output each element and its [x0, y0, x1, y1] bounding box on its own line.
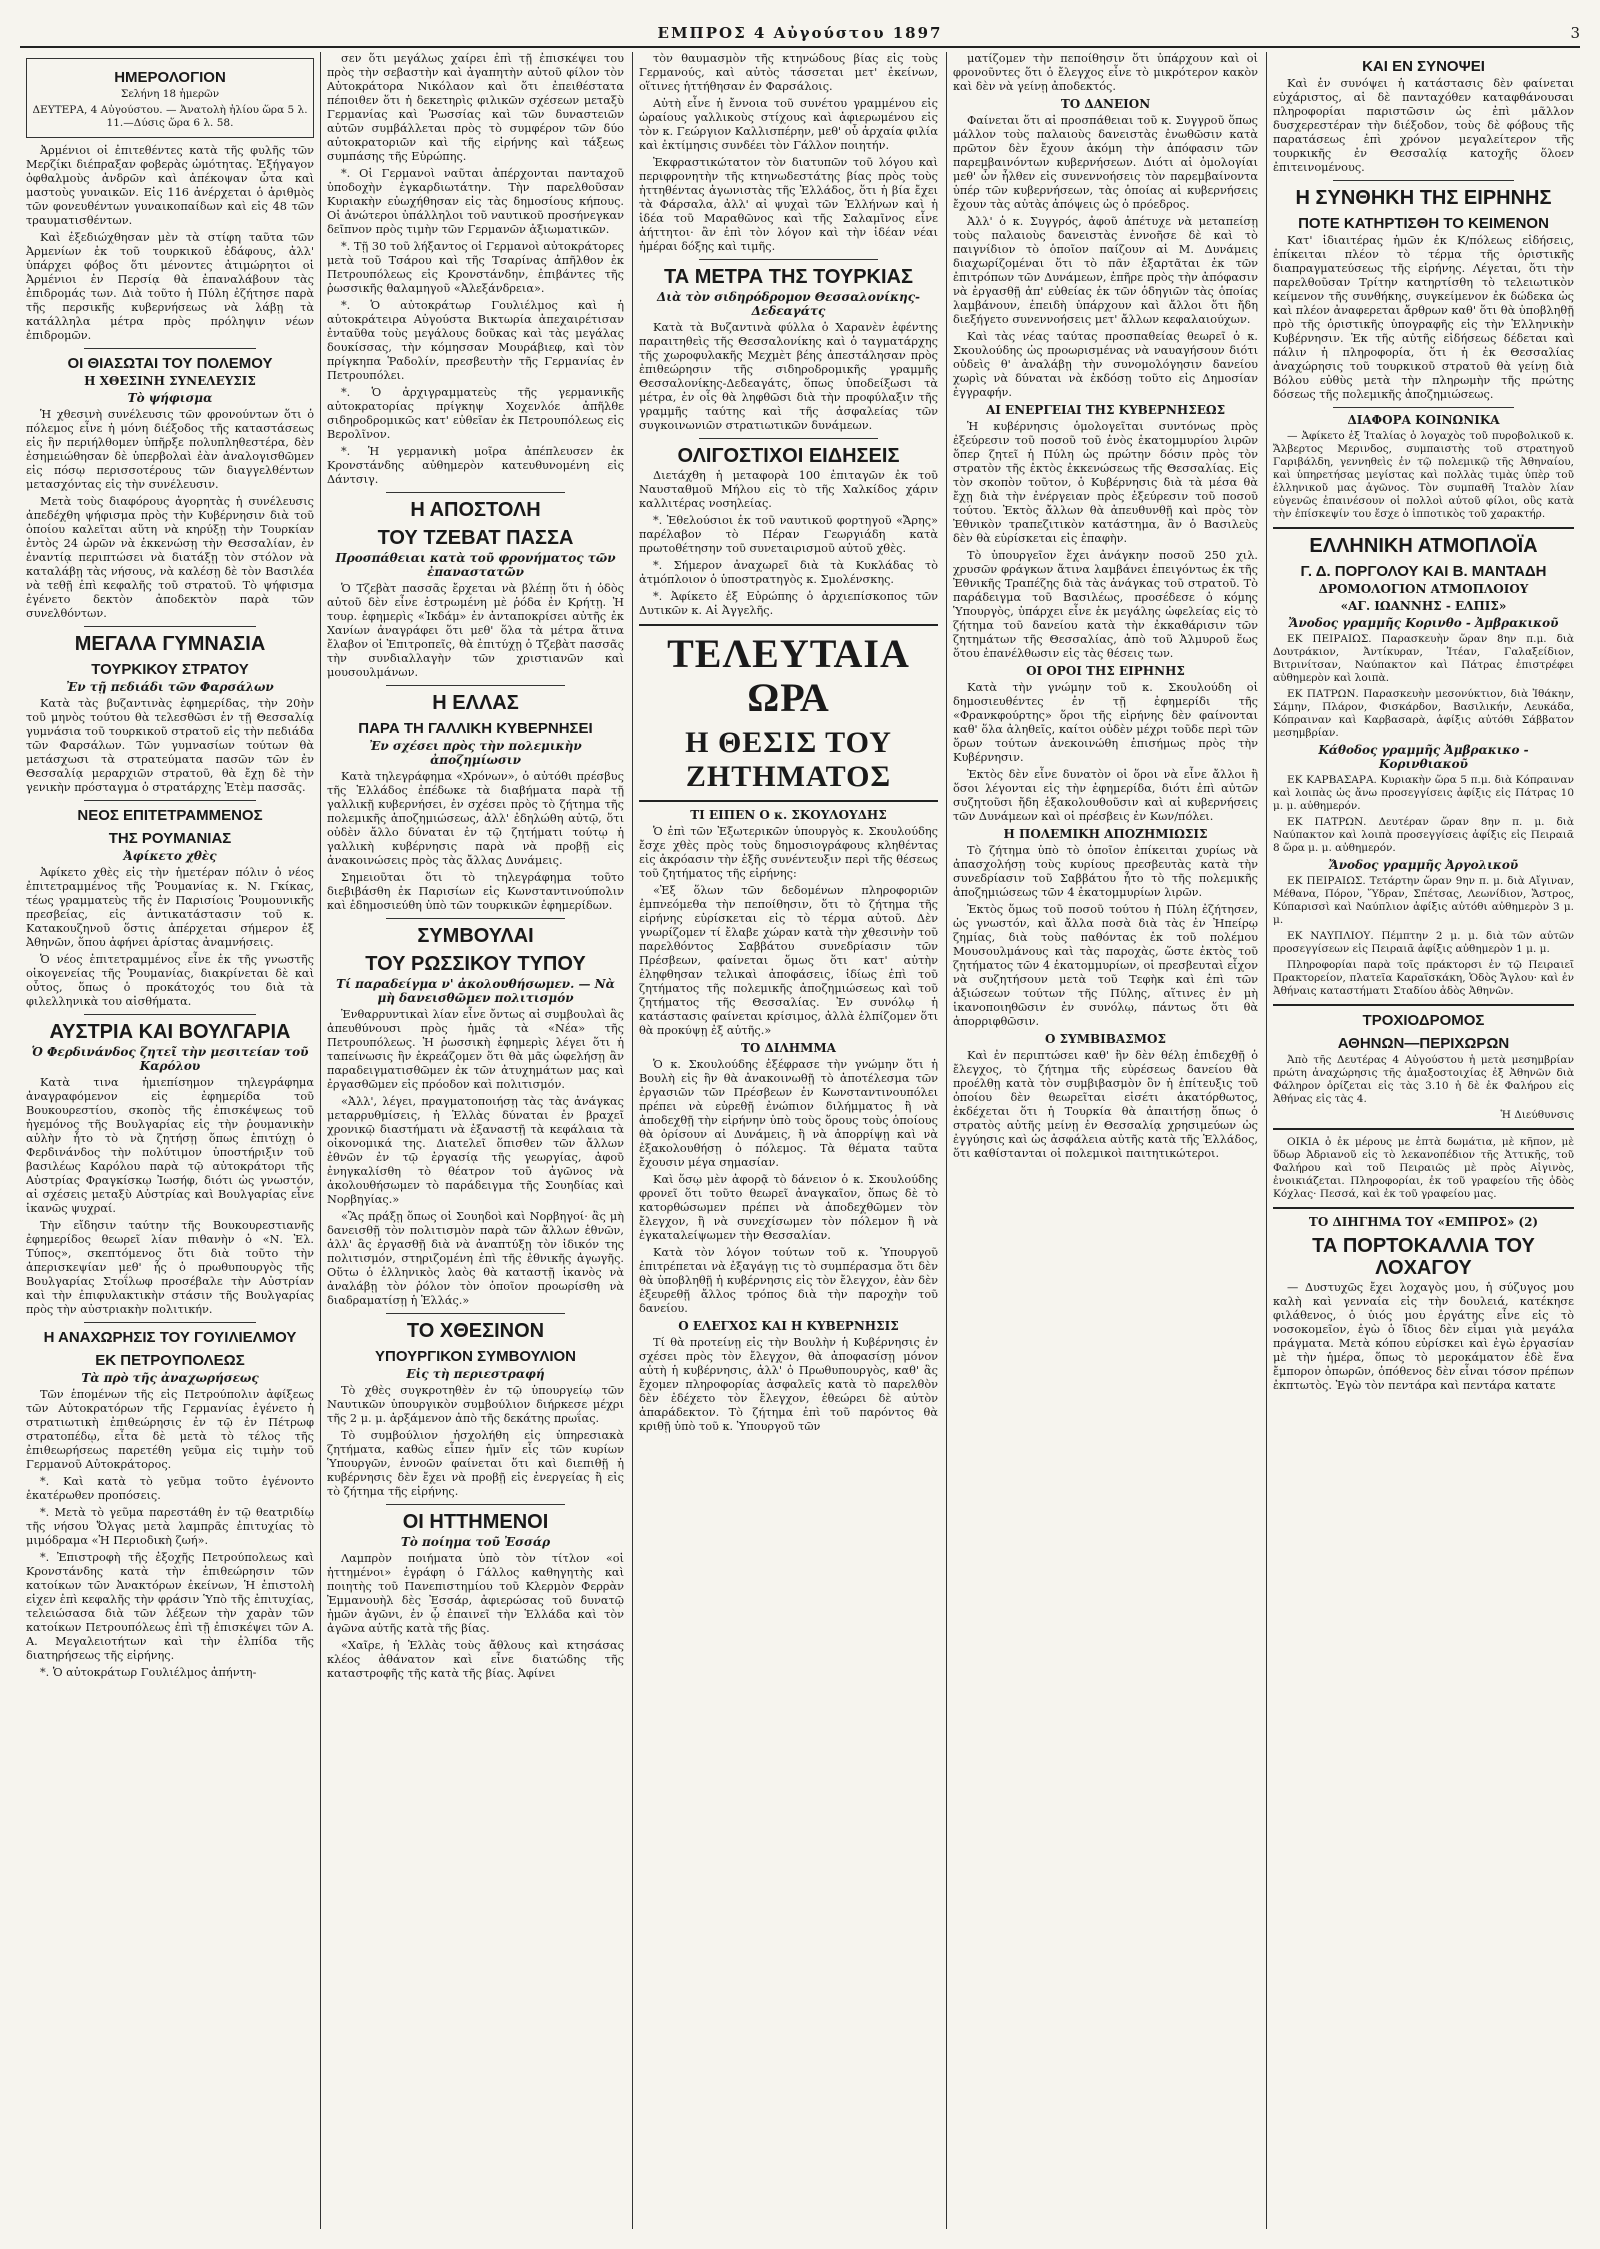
- article-paragraph: Κατὰ τὰ Βυζαντινὰ φύλλα ὁ Χαρανὲν ἐφέντης παραιτηθεὶς τῆς Θεσσαλονίκης καὶ ὁ ταγματάρχης τῆς χωροφυλακῆς Μεχμὲτ βέης ἀπεστάλησαν πρὸς ἐπιθεώρησιν τῆς σιδηροδρομικῆς γραμμῆς Θεσσαλονίκης-Δεδεαγάτς, ὅπως ὑποδείξωσι τὰ μέτρα, ἐν οἷς θὰ ληφθῶσι διὰ τὴν προφύλαξιν τῆς γραμμῆς ταύτης καὶ τῆς ἀσφαλείας τῶν συγκοινωνιῶν στρατιωτικῶν δυνάμεων.: [639, 321, 938, 432]
- headline-line2: ΑΘΗΝΩΝ—ΠΕΡΙΧΩΡΩΝ: [1337, 1035, 1510, 1052]
- kicker: Ἐν σχέσει πρὸς τὴν πολεμικὴν ἀποζημίωσιν: [369, 739, 582, 767]
- kicker: Ἐν τῇ πεδιάδι τῶν Φαρσάλων: [66, 680, 274, 694]
- headline: ΤΑ ΜΕΤΡΑ ΤΗΣ ΤΟΥΡΚΙΑΣ: [663, 266, 913, 288]
- article-paragraph: σεν ὅτι μεγάλως χαίρει ἐπὶ τῇ ἐπισκέψει του πρὸς τὴν σεβαστὴν καὶ ἀγαπητὴν αὐτοῦ φίλον τὸν Αὐτοκράτορα Νικόλαον καὶ ὅτι ἐπειθέστατα πέποιθεν ὅτι ἡ δεκετηρὶς φιλικῶν σχέσεων μεταξὺ Γερμανίας καὶ Ῥωσσίας καὶ τῶν δυναστειῶν αὐτῶν συμβάλλεται πρὸς τὸ συμφέρον τῶν δύο αὐτοκρατοριῶν καὶ τῆς εἰρήνης καὶ τάξεως συμπάσης τῆς Εὐρώπης.: [327, 52, 624, 163]
- article-paragraph: «Ἀλλ', λέγει, πραγματοποιήσῃ τὰς τὰς ἀνάγκας μεταρρυθμίσεις, ἡ Ἑλλὰς δύναται ἐν βραχεῖ χρονικῷ διαστήματι νὰ ἐξαναστῇ τὰ κεφάλαια τὰ οἰκονομικά της. Διατελεῖ ὅπισθεν τῶν ἄλλων ἐθνῶν ἐν τῷ ἐργασίᾳ τῆς γεωργίας, ἀφοῦ ἐνηγκαλίσθη τὸ θέατρον τοῦ ἀγῶνος νὰ ἀκολουθήσωμεν τὸ παράδειγμα τῆς Σουηδίας καὶ Νορβηγίας.»: [327, 1095, 624, 1206]
- subheadline: ΤΙ ΕΙΠΕΝ Ο κ. ΣΚΟΥΛΟΥΔΗΣ: [690, 808, 887, 822]
- divider: [1273, 527, 1574, 529]
- almanac-box: [26, 58, 314, 138]
- masthead-title-date: [80, 24, 1520, 42]
- article-paragraph: *. Καὶ κατὰ τὸ γεῦμα τοῦτο ἐγένοντο ἑκατέρωθεν προπόσεις.: [26, 1475, 314, 1502]
- route-entry: ΕΚ ΝΑΥΠΛΙΟΥ. Πέμπτην 2 μ. μ. διὰ τῶν αὐτῶν προσεγγίσεων εἰς Πειραιᾶ ἀφίξις αὐθημερὸν 1 μ. μ.: [1273, 930, 1574, 955]
- divider: [1273, 1207, 1574, 1209]
- advert-subtitle: Γ. Δ. ΠΟΡΓΟΛΟΥ ΚΑΙ Β. ΜΑΝΤΑΔΗ: [1300, 563, 1547, 580]
- article-paragraph: *. Ἀφίκετο ἐξ Εὐρώπης ὁ ἀρχιεπίσκοπος τῶν Δυτικῶν κ. Αἰ Ἀγγελῆς.: [639, 590, 938, 617]
- article-paragraph: Ἀρμένιοι οἱ ἐπιτεθέντες κατὰ τῆς φυλῆς τῶν Μερζίκι διέπραξαν φοβερὰς ὠμότητας. Ἐξήγαγον ὀφθαλμοὺς ἀνδρῶν καὶ ἀπέκοψαν ὦτα καὶ μαστοὺς γυναικῶν. Εἰς 116 ἀνέρχεται ὁ ἀριθμὸς τῶν φονευθέντων γυναικοπαίδων καὶ εἰς 48 τῶν τραυματισθέντων.: [26, 144, 314, 227]
- route-entry: ΕΚ ΠΕΙΡΑΙΩΣ. Παρασκευὴν ὥραν 8ην π.μ. διὰ Δουτράκιον, Ἀντίκυραν, Ἰτέαν, Γαλαξείδιον, Βιτρινίτσαν, Ναύπακτον καὶ Πάτρας ἐπιστρέφει αὐθημερὸν καὶ λοιπὰ.: [1273, 633, 1574, 684]
- kicker: Προσπάθειαι κατὰ τοῦ φρονήματος τῶν ἐπαναστατῶν: [335, 551, 616, 579]
- article-paragraph: Τὸ χθὲς συγκροτηθὲν ἐν τῷ ὑπουργείῳ τῶν Ναυτικῶν ὑπουργικὸν συμβούλιον διήρκεσε μέχρι τῆς 2 μ. μ. ἀρξάμενον ἀπὸ τῆς δεκάτης πρωΐας.: [327, 1384, 624, 1425]
- headline-line2: ΤΗΣ ΡΟΥΜΑΝΙΑΣ: [108, 830, 232, 847]
- article-paragraph: Ὁ ἐπὶ τῶν Ἐξωτερικῶν ὑπουργὸς κ. Σκουλούδης ἔσχε χθὲς πρὸς τοὺς δημοσιογράφους κληθέντας εἰς ἀκρόασιν τὴν ἑξῆς συνέντευξιν περὶ τῆς θέσεως τοῦ ζητήματος τῆς εἰρήνης:: [639, 825, 938, 880]
- route-entry: ΕΚ ΠΑΤΡΩΝ. Παρασκευὴν μεσονύκτιον, διὰ Ἰθάκην, Σάμην, Πλάρον, Φισκάρδον, Βασιλικήν, Λευκάδα, Κόπραιναν καὶ Καρβασαρὰ, ἀφίξις αὐτόθι Σάββατον μεσημβρίαν.: [1273, 688, 1574, 739]
- subheadline: ΤΟ ΔΙΛΗΜΜΑ: [740, 1041, 836, 1055]
- advert-title: ΕΛΛΗΝΙΚΗ ΑΤΜΟΠΛΟΪΑ: [1309, 535, 1538, 557]
- article-paragraph: *. Ἡ γερμανικὴ μοῖρα ἀπέπλευσεν ἐκ Κρονστάνδης αὐθημερὸν κατευθυνομένη εἰς Δάντσιγ.: [327, 445, 624, 486]
- route-entry: ΕΚ ΠΕΙΡΑΙΩΣ. Τετάρτην ὥραν 9ην π. μ. διὰ Αἴγιναν, Μέθανα, Πόρον, Ὕδραν, Σπέτσας, Λεωνίδιον, Ἄστρος, Κύπαρισσὶ καὶ Ναύπλιον ἀφίξις αὐτόθι αὐθημερὸν 3 μ. μ.: [1273, 875, 1574, 926]
- divider: [84, 800, 257, 801]
- divider: [1273, 1004, 1574, 1006]
- headline-line2: ΠΟΤΕ ΚΑΤΗΡΤΙΣΘΗ ΤΟ ΚΕΙΜΕΝΟΝ: [1298, 215, 1549, 232]
- route-entry: ΕΚ ΚΑΡΒΑΣΑΡΑ. Κυριακὴν ὥρα 5 π.μ. διὰ Κόπραιναν καὶ λοιπὰς ὡς ἄνω προσεγγίσεις ἀφίξις εἰς Πάτρας 10 μ. μ. αὐθημερόν.: [1273, 774, 1574, 812]
- column-5: [1266, 52, 1580, 2229]
- article-paragraph: Ὁ Τζεβὰτ πασσᾶς ἔρχεται νὰ βλέπῃ ὅτι ἡ ὁδὸς αὐτοῦ δὲν εἶνε ἐστρωμένη μὲ ῥόδα ἐν Κρήτῃ. Ἡ τουρ. ἐφημερὶς «Ἰκδάμ» ἐν ἀνταποκρίσει αὐτῆς ἐκ Χανίων ἀναγράφει ὅτι μεθ' ὅλα τὰ μέτρα ἅτινα ἔλαβον οἱ Ἐπιτροπεῖς, θὰ ἐπιτύχῃ ὁ Τζεβὰτ πασσᾶς τὴν συνδιαλλαγὴν τῶν χριστιανῶν καὶ μουσουλμάνων.: [327, 582, 624, 679]
- headline-line2: ΤΟΥ ΤΖΕΒΑΤ ΠΑΣΣΑ: [377, 527, 574, 549]
- advert-line: «ΑΓ. ΙΩΑΝΝΗΣ - ΕΛΠΙΣ»: [1340, 599, 1507, 613]
- article-paragraph: *. Ἐπιστροφὴ τῆς ἐξοχῆς Πετρούπολεως καὶ Κρονστάνδης κατὰ τὴν ἐπιθεώρησιν τῶν κατοίκων τῶν Ἀνακτόρων ἐκείνων, Ἡ ἐπιστολὴ εἰχεν ἐπὶ κεφαλῆς τὴν φράσιν Ὑπὸ τῆς ἐπιτυχίας, τελειώσασα διὰ τῶν λέξεων τὴν χαρὰν τῶν κατοίκων Πετρουπόλεως ἐπὶ τῇ ἐπισκέψει τῶν Α. Α. Μεγαλειοτήτων καὶ τὴν ἐλπίδα τῆς διατηρήσεως τῆς εἰρήνης.: [26, 1551, 314, 1662]
- headline: Η ΑΝΑΧΩΡΗΣΙΣ ΤΟΥ ΓΟΥΙΛΙΕΛΜΟΥ: [43, 1329, 297, 1346]
- classified-ad: ΟΙΚΙΑ ὁ ἐκ μέρους με ἑπτὰ δωμάτια, μὲ κῆπον, μὲ ὕδωρ Ἀδριανοῦ εἰς τὸ λεκανοπέδιον τῆς Ἀττικῆς, τοῦ Φαλήρου καὶ τοῦ Πειραιῶς μὲ πρὸς Αἰγινὸς, ἐνοικιάζεται. Πληροφορίαι, ἐκ τοῦ γραφείου τῆς ὁδὸς Κόχλας· Πεσσά, καὶ ἐκ τοῦ γραφείου μας.: [1273, 1136, 1574, 1200]
- article-paragraph: Καὶ ἐν περιπτώσει καθ' ἣν δὲν θέλῃ ἐπιδεχθῇ ὁ ἔλεγχος, τὸ ζήτημα τῆς εὑρέσεως δανείου θὰ προέλθῃ κατὰ τὸν συμβιβασμὸν ὃν ἡ ἐπίτευξις τοῦ ὁποίου δὲν θεωρεῖται εἰσέτι ἀκατόρθωτος, ἐκδέχεται ὅτι ἡ Τουρκία θὰ ἀπαιτήσῃ ὅπως ὁ στρατὸς αὐτῆς μείνῃ ἐν Θεσσαλίᾳ χρησιμεύων ὡς ἐγγύησις καὶ ὡς ἀσφάλεια αὐτῆς κατὰ τῆς Ἑλλάδος, ὅτι καθίστανται οἱ πολεμικοὶ παιτητικώτεροι.: [953, 1049, 1258, 1160]
- article-paragraph: Τί θὰ προτείνῃ εἰς τὴν Βουλὴν ἡ Κυβέρνησις ἐν σχέσει πρὸς τὸν ἔλεγχον, θὰ ἀποφασίσῃ μόνον αὐτὴ ἡ κυβέρνησις, ἀλλ' ὁ Πρωθυπουργὸς, καθ' ἃς ἔχομεν πληροφορίας ἀσφαλεῖς κατὰ τὸ παρελθὸν δὲν ἐδέχετο τὸν ἔλεγχον, ἐθεώρει δὲ αὐτὸν ἀπαράδεκτον. Τὸ ζήτημα ἐπὶ τοῦ παρόντος θὰ κριθῇ ὑπὸ τοῦ κ. Ὑπουργοῦ τῶν: [639, 1336, 938, 1433]
- headline-line2: ΤΟΥΡΚΙΚΟΥ ΣΤΡΑΤΟΥ: [91, 661, 249, 678]
- article-paragraph: Λαμπρὸν ποιήματα ὑπὸ τὸν τίτλον «οἱ ἡττημένοι» ἐγράφη ὁ Γάλλος καθηγητὴς καὶ ποιητὴς τοῦ Πανεπιστημίου τοῦ Κλερμὸν Φερρὰν Ἐμμανουὴλ δὲς Ἐσσάρ, ἀφιερώσας τοῦ δυνατῷ ἡμῶν ἀγῶνι, ἐν ᾧ ἐπαινεῖ τὴν Ἑλλάδα καὶ τὸν ἀγῶνα αὐτῆς κατὰ τῆς βίας.: [327, 1552, 624, 1635]
- article-paragraph: Ἀφίκετο χθὲς εἰς τὴν ἡμετέραν πόλιν ὁ νέος ἐπιτετραμμένος τῆς Ῥουμανίας κ. Ν. Γκίκας, τέως γραμματεὺς τῆς ἐν Παρισίοις Ῥουμουνικῆς πρεσβείας, εἰς ἀντικατάστασιν τοῦ κ. Κατακουζηνοῦ ὅστις ἀπέρχεται σήμερον ἐξ Ἀθηνῶν, ὅπου ἀφήνει ἀρίστας ἀναμνήσεις.: [26, 866, 314, 949]
- divider: [84, 1322, 257, 1323]
- headline: ΟΙ ΗΤΤΗΜΕΝΟΙ: [402, 1511, 549, 1533]
- subheadline: ΤΟ ΔΑΝΕΙΟΝ: [1060, 97, 1151, 111]
- route-heading: Ἄνοδος γραμμῆς Ἀργολικοῦ: [1328, 858, 1519, 872]
- subheadline: ΔΙΑΦΟΡΑ ΚΟΙΝΩΝΙΚΑ: [1347, 413, 1500, 427]
- headline: ΣΥΜΒΟΥΛΑΙ: [417, 925, 534, 947]
- kicker: Διὰ τὸν σιδηρόδρομον Θεσσαλονίκης-Δεδεαγάτς: [657, 290, 920, 318]
- article-paragraph: — Δυστυχῶς ἔχει λοχαγὸς μου, ἡ σύζυγος μου καλὴ καὶ γενναία εἰς τὴν δουλειά, κατέκησε φιλάθενος, ὁ ὑιός μου ἐργάτης εἶνε εἰς τὸ νοσοκομεῖον, ἐγὼ ὁ ἴδιος δὲν εἶμαι γιὰ μεγάλα πράγματα. Μετὰ κόπου εὑρίσκει καὶ ἐγὼ ἐργασίαν μὲ τὴν ἡμέρα, ὅπως τὸ μεροκάματον ἐδὲ ἕνα ἔμπορον ὀπωρῶν, ὁπόθενος δὲν εἶναι τόσον πρέπων ἐκπτωτὸς. Ἐγὼ τὸν πεντάρα καὶ πεντάρα κατατε: [1273, 1281, 1574, 1392]
- headline: ΑΥΣΤΡΙΑ ΚΑΙ ΒΟΥΛΓΑΡΙΑ: [49, 1021, 291, 1043]
- article-paragraph: Αὐτὴ εἶνε ἡ ἔννοια τοῦ συνέτου γραμμένου εἰς ὡραίους γαλλικοὺς στίχους καὶ ἀφιερωμένου εἰς τὸν κ. Γεώργιον Καλλισπέρην, μεθ' οὗ ἀρχαία φιλία καὶ ἐκτίμησις συνδέει τὸν Γάλλον ποιητήν.: [639, 97, 938, 152]
- article-paragraph: Ἐκτὸς ὅμως τοῦ ποσοῦ τούτου ἡ Πύλη ἐζήτησεν, ὡς γνωστόν, καὶ ἄλλα ποσὰ διὰ τὰς ἐν Ἠπείρῳ ζημίας, διὰ τοὺς παθόντας ἐκ τοῦ πολέμου Μουσουλμάνους καὶ τὰς παροχὰς, ὥστε ἐκτὸς τοῦ ζητήματος τῶν 4 ἑκατομμυρίων, οἱ πρεσβευταὶ εἶχον νὰ συζητήσουν μετὰ τοῦ Τεφὴκ καὶ ἐπὶ τῶν ἀξιώσεων τούτων τῆς Πύλης, αἵτινες ἐν μὴ ἱκανοποιηθῶσιν ἐν συνόλῳ, πάντως ὅτι θὰ ἀπορριφθῶσιν.: [953, 903, 1258, 1028]
- article-paragraph: Κατὰ τὸν λόγον τούτων τοῦ κ. Ὑπουργοῦ ἐπιτρέπεται νὰ ἐξαγάγῃ τις τὸ συμπέρασμα ὅτι δὲν θὰ ὑποβληθῇ ἡ κυβέρνησις εἰς τὸν ἔλεγχον, ἐὰν δὲν ἐξευρεθῇ ἄλλος τρόπος διὰ τὴν παροχὴν τοῦ δανείου.: [639, 1246, 938, 1315]
- divider: [1333, 407, 1514, 408]
- headline-line2: ΠΑΡΑ ΤΗ ΓΑΛΛΙΚΗ ΚΥΒΕΡΝΗΣΕΙ: [358, 720, 593, 737]
- article-paragraph: Ὁ νέος ἐπιτετραμμένος εἶνε ἐκ τῆς γνωστῆς οἰκογενείας τῆς Ῥουμανίας, διακρίνεται δὲ καὶ οὗτος, ὅπως ὁ προκάτοχός του διὰ τὰ φιλελληνικὰ του αἰσθήματα.: [26, 953, 314, 1008]
- article-paragraph: *. Ὁ αὐτοκράτωρ Γουλιέλμος καὶ ἡ αὐτοκράτειρα Αὐγούστα Βικτωρία ἀπεχαιρέτισαν ἐνταῦθα τοὺς μεγάλους δοῦκας καὶ τὰς μεγάλας δουκίσσας, τὴν κόμησσαν Μουράβιεφ, καὶ τὸν πρίγκηπα Ῥαδολίν, πρεσβευτὴν τῆς Γερμανίας ἐν Πετρουπόλει.: [327, 299, 624, 382]
- article-paragraph: Ἀπὸ τῆς Δευτέρας 4 Αὐγούστου ἡ μετὰ μεσημβρίαν πρώτη ἀναχώρησις τῆς ἀμαξοστοιχίας ἐξ Ἀθηνῶν διὰ Φάληρον ὁρίζεται εἰς τὰς 3.10 ἡ δὲ ἐκ Φαλήρου εἰς Ἀθήνας εἰς τὰς 4.: [1273, 1054, 1574, 1105]
- headline: ΜΕΓΑΛΑ ΓΥΜΝΑΣΙΑ: [74, 633, 266, 655]
- article-paragraph: Καὶ ἐν συνόψει ἡ κατάστασις δὲν φαίνεται εὐχάριστος, αἱ δὲ πανταχόθεν καταφθάνουσαι πληροφορίαι παριστῶσιν ὡς ἐπὶ μᾶλλον δυσχερεστέραν τὴν διέξοδον, τοὺς δὲ φόβους τῆς παρατάσεως ἐπὶ χρόνον μεγαλείτερον τῆς τουρκικῆς ἐν Θεσσαλίᾳ κατοχῆς ὅλοεν ἐπιτεινομένους.: [1273, 77, 1574, 174]
- divider: [639, 800, 938, 802]
- headline: ΟΙ ΘΙΑΣΩΤΑΙ ΤΟΥ ΠΟΛΕΜΟΥ: [67, 355, 273, 372]
- article-paragraph: Ἡ κυβέρνησις ὁμολογεῖται συντόνως πρὸς ἐξεύρεσιν τοῦ ποσοῦ τοῦ ἑνὸς ἑκατομμυρίου λιρῶν ὅπερ ζητεῖ ἡ Πύλη ὡς πρώτην δόσιν πρὸς τὸν στρατὸν τῆς ἐκτὸς ἐκκενώσεως τῆς Θεσσαλίας. Εἰς τὸν σκοπὸν τοῦτον, ὁ Κυβέρνησις διὰ τὰ μέσα θὰ ἔχῃ διὰ τὴν ἐνέργειαν πρὸς ἐξεύρεσιν τοῦ ποσοῦ τούτου. Ἐκτὸς ἄλλων θὰ ἀπευθυνθῇ καὶ πρὸς τὸν Ἐθνικὸν τραπεζιτικὸν κατάστημα, ἂν ὁ Βασιλεὺς δὲν θὰ εὑρίσκεται εἰς ἐπαφὴν.: [953, 420, 1258, 545]
- headline-line2: ΥΠΟΥΡΓΙΚΟΝ ΣΥΜΒΟΥΛΙΟΝ: [375, 1348, 576, 1365]
- article-paragraph: *. Ὁ αὐτοκράτωρ Γουλιέλμος ἀπήντη-: [40, 1666, 257, 1679]
- subheadline: Η ΠΟΛΕΜΙΚΗ ΑΠΟΖΗΜΙΩΣΙΣ: [1003, 827, 1208, 841]
- divider: [84, 348, 257, 349]
- kicker: Εἰς τὴ περιεστραφή: [406, 1367, 545, 1381]
- article-paragraph: «Ἂς πράξῃ ὅπως οἱ Σουηδοὶ καὶ Νορβηγοί· ἂς μὴ δανεισθῇ τὸν πολιτισμὸν παρὰ τῶν ἄλλων ἐθνῶν, ἀλλ' ἂς ἐργασθῇ διὰ νὰ ἀναπτύξῃ τὸν ἰδικόν της πολιτισμόν, στηριζομένη ἐπὶ τῆς ἐθνικῆς ἀγωγῆς. Οὕτω ὁ ἑλληνικὸς λαὸς θὰ καταστῇ ἱκανὸς νὰ ἀναλάβῃ τὸν ῥόλον τὸν ὁποῖον προωρίσθη νὰ διαδραματίσῃ ἡ Ἑλλάς.»: [327, 1210, 624, 1307]
- route-heading: Ἄνοδος γραμμῆς Κορινθο - Ἀμβρακικοῦ: [1288, 616, 1559, 630]
- article-paragraph: Σημειοῦται ὅτι τὸ τηλεγράφημα τοῦτο διεβιβάσθη ἐκ Παρισίων εἰς Κωνσταντινούπολιν καὶ ἐδημοσιεύθη ὑπὸ τῶν τουρκικῶν ἐφημερίδων.: [327, 871, 624, 912]
- article-paragraph: Καὶ ὅσῳ μὲν ἀφορᾷ τὸ δάνειον ὁ κ. Σκουλούδης φρονεῖ ὅτι τοῦτο θεωρεῖ ἀναγκαῖον, ὅπως δὲ τὸ κατορθώσωμεν πρέπει νὰ ἀποδεχθῶμεν τὸν ἔλεγχον, ἢ νὰ συνεχίσωμεν τὸν πόλεμον ἢ νὰ ἐγκαταλείψωμεν τὴν Θεσσαλίαν.: [639, 1173, 938, 1242]
- article-paragraph: «Ἐξ ὅλων τῶν δεδομένων πληροφοριῶν ἐμπνεόμεθα τὴν πεποίθησιν, ὅτι τὸ ζήτημα τῆς εἰρήνης εὑρίσκεται εἰς τὸ τέρμα αὐτοῦ. Δὲν γνωρίζομεν τί ἔλαβε χώραν κατὰ τὴν χθεσινὴν τοῦ παρελθόντος Σαββάτου συνεδρίασιν τῶν Πρέσβεων, φαίνεται ὅμως ὅτι κατ' αὐτὴν ἐληφθησαν τελικαὶ ἀποφάσεις, ἰδίως ἐπὶ τοῦ ζητήματος τῆς πολεμικῆς ἀποζημιώσεως καὶ τοῦ ζητήματος τῆς Θεσσαλίας. Ἐν συνόλῳ ἡ κατάστασις φαίνεται κρίσιμος, ἀλλὰ ἐλπίζομεν ὅτι θὰ προκύψῃ ἐξ αὐτῆς.»: [639, 884, 938, 1037]
- article-paragraph: *. Σήμερον ἀναχωρεῖ διὰ τὰ Κυκλάδας τὸ ἀτμόπλοιον ὁ ὑποστρατηγὸς κ. Σμολένσκης.: [639, 559, 938, 586]
- article-paragraph: *. Τῇ 30 τοῦ λήξαντος οἱ Γερμανοὶ αὐτοκράτορες μετὰ τοῦ Τσάρου καὶ τῆς Τσαρίνας ἀπῆλθον ἐκ Πετρουπόλεως εἰς Κρονστάνδην, ἐπιβάντες τῆς ῥωσσικῆς θαλαμηγοῦ «Ἀλεξάνδρεια».: [327, 240, 624, 295]
- article-paragraph: Μετὰ τοὺς διαφόρους ἀγορητὰς ἡ συνέλευσις ἀπεδέχθη ψήφισμα πρὸς τὴν Κυβέρνησιν διὰ τοῦ ὁποίου καλεῖται αὕτη νὰ κηρύξῃ τὴν Τουρκίαν ἐντὸς 24 ὡρῶν νὰ ἐκκενώσῃ τὴν Θεσσαλίαν, ἐν ἐναντίᾳ περιπτώσει νὰ διατάξῃ τὸν στόλον νὰ καταλάβῃ τὰς νήσους, νὰ καλέσῃ δὲ τὸν Βασιλέα νὰ τεθῇ ἐπὶ κεφαλῆς τοῦ στρατοῦ. Τὸ ψήφισμα ἐγένετο δεκτὸν ἀποδεκτὸν παρὰ τῶν συνελθόντων.: [26, 495, 314, 620]
- article-paragraph: Κατ' ἰδιαιτέρας ἡμῶν ἐκ Κ/πόλεως εἰδήσεις, ἐπίκειται πλέον τὸ τέρμα τῆς ὁριστικῆς διαπραγματεύσεως τῆς εἰρήνης. Λέγεται, ὅτι τὴν παρελθοῦσαν Τρίτην κατηρτίσθη τὸ τελειωτικὸν κείμενον τῆς συνθήκης, συγκείμενον ἐκ δώδεκα ὡς καὶ πλέον ἀναφερεται ἄρθρων καθ' ὅτι θὰ ὑποβληθῇ πρὸ τῆς ὁριστικῆς ὑπογραφῆς εἰς τὴν Ἑλληνικὴν Κυβέρνησιν. Ἐκ τῆς αὐτῆς εἰδήσεως δέδεται καὶ πάλιν ἡ πληροφορία, ὅτι ἡ ἐκ Θεσσαλίας ἀναχώρησις τοῦ τουρκικοῦ στρατοῦ θὰ γείνῃ διὰ Βόλου εὐθὺς μετὰ τὴν πληρωμὴν τῆς πρώτης δόσεως τῆς πολεμικῆς ἀποζημιώσεως.: [1273, 234, 1574, 401]
- kicker: Ἀφίκετο χθὲς: [123, 849, 217, 863]
- article-paragraph: Τὸ συμβούλιον ἠσχολήθη εἰς ὑπηρεσιακὰ ζητήματα, καθὼς εἶπεν ἡμῖν εἷς τῶν κυρίων Ὑπουργῶν, ἐννοῶν φαίνεται ὅτι καὶ διεπιθῇ ἡ κυβέρνησις δὲν ἔχει νὰ προβῇ εἰς ἐνεργείας ἢ εἰς τὸ ζήτημα τῆς εἰρήνης.: [327, 1429, 624, 1498]
- headline: ΤΟ ΧΘΕΣΙΝΟΝ: [406, 1320, 545, 1342]
- headline-line2: ΤΟΥ ΡΩΣΣΙΚΟΥ ΤΥΠΟΥ: [365, 953, 586, 975]
- article-paragraph: Ἡ χθεσινὴ συνέλευσις τῶν φρονούντων ὅτι ὁ πόλεμος εἶνε ἡ μόνη διέξοδος τῆς καταστάσεως εἰς ἣν περιήλθομεν ὑπῆρξε πολυπληθεστέρα, δὲν ἐσημειώθησαν δὲ ὑπερβολαὶ ἐὰν ἀναλογισθῶμεν εἰς πόσῳ περισσοτέρους τῶν διαγγελθέντων μετασχόντας εἰς τὴν συνέλευσιν.: [26, 408, 314, 491]
- article-paragraph: Κατὰ τινα ἡμιεπίσημον τηλεγράφημα ἀναγραφόμενον εἰς ἐφημερίδα τοῦ Βουκουρεστίου, σκοπὸς τῆς ἐπισκέψεως τοῦ ἡγεμόνος τῆς Βουλγαρίας εἰς τὴν ῥουμανικὴν αὐλὴν ἦτο τὸ νὰ ζητήσῃ ὅπως ἐπιτύχῃ ὁ Φερδινάνδος τὴν πολύτιμον ὑποστήριξιν τοῦ βασιλέως Καρόλου παρὰ τῷ αὐτοκράτορι τῆς Αὐστρίας Φραγκίσκῳ Ἰωσήφ, διότι ὡς γνωστόν, αἱ σχέσεις μεταξὺ Αὐστρίας καὶ Βουλγαρίας εἶνε ἱκανῶς ψυχραί.: [26, 1076, 314, 1215]
- page-number: 3: [1570, 24, 1580, 42]
- divider: [84, 1014, 257, 1015]
- route-entry: ΕΚ ΠΑΤΡΩΝ. Δευτέραν ὥραν 8ην π. μ. διὰ Ναύπακτον καὶ λοιπὰ προσεγγίσεις ἀφίξις εἰς Πειραιᾶ 8 ὥρα μ. μ. αὐθημερόν.: [1273, 816, 1574, 854]
- headline: Η ΑΠΟΣΤΟΛΗ: [410, 499, 541, 521]
- headline: ΟΛΙΓΟΣΤΙΧΟΙ ΕΙΔΗΣΕΙΣ: [677, 445, 900, 467]
- divider: [639, 624, 938, 626]
- article-paragraph: Τὴν εἴδησιν ταύτην τῆς Βουκουρεστιανῆς ἐφημερίδος θεωρεῖ λίαν πιθανὴν ὁ «Ν. Ἐλ. Τύπος», σκεπτόμενος ὅτι διὰ τοῦτο τὴν ἀπερισκεψίαν μεθ' ἧς ὁ πρωθυπουργὸς τῆς Βουλγαρίας Στοΐλωφ προσέβαλε τὴν Αὐστρίαν καὶ τὴν ἐπιφυλακτικὴν στάσιν τῆς Βουλγαρίας πρὸς τὴν αὐστριακὴν πολιτικήν.: [26, 1219, 314, 1316]
- divider: [386, 685, 564, 686]
- article-paragraph: Ἐκφραστικώτατον τὸν διατυπῶν τοῦ λόγου καὶ περιφρονητὴν τῆς κτηνωδεστάτης βίας πρὸς τοὺς ἡττηθέντας ἀγωνιστὰς τῆς Ἑλλάδος, ὅτι ἡ βία ἔχει τὰ Φάρσαλα, ἀλλ' αἱ ψυχαὶ τῶν Ἑλλήνων καὶ ἡ ἰδέα τοῦ Μαραθῶνος καὶ τῆς Σαλαμῖνος εἶνε ἀήττητοι· ἂν ἐπὶ τὸν λόγον καὶ τὴν ἰδέαν νέαι ἡμέραι δόξης καὶ τιμῆς.: [639, 156, 938, 253]
- article-paragraph: Κατὰ τὴν γνώμην τοῦ κ. Σκουλούδη οἱ δημοσιευθέντες ἐν τῇ ἐφημερίδι τῆς «Φρανκφούρτης» ὅροι τῆς εἰρήνης δὲν φαίνονται καθ' ὅλα ἀληθεῖς, καίτοι οὐδὲν μέχρι τοῦδε περὶ τῶν ὅρων τούτων ἀνεκοινώθη ἐπισήμως πρὸς τὴν Κυβέρνησιν.: [953, 681, 1258, 764]
- almanac-date: ΔΕΥΤΕΡΑ, 4 Αὐγούστου. — Ἀνατολὴ ἡλίου ὥρα 5 λ. 11.—Δύσις ὥρα 6 λ. 58.: [32, 104, 308, 129]
- serial-story-title: ΤΑ ΠΟΡΤΟΚΑΛΛΙΑ ΤΟΥ ΛΟΧΑΓΟΥ: [1312, 1235, 1535, 1279]
- divider: [1273, 1128, 1574, 1130]
- headline-large: ΤΕΛΕΥΤΑΙΑ ΩΡΑ: [667, 631, 910, 720]
- divider: [699, 259, 878, 260]
- headline: ΚΑΙ ΕΝ ΣΥΝΟΨΕΙ: [1362, 58, 1485, 75]
- article-paragraph: «Χαῖρε, ἡ Ἑλλὰς τοὺς ἄθλους καὶ κτησάσας κλέος ἀθάνατον καὶ εἶνε διατώδης τῆς καταστροφῆς τῆς κατὰ τῆς βίας. Ἀφίνει: [327, 1639, 624, 1680]
- column-1: [20, 52, 320, 2229]
- headline: ΤΡΟΧΙΟΔΡΟΜΟΣ: [1362, 1012, 1485, 1029]
- article-paragraph: Ἀλλ' ὁ κ. Συγγρός, ἀφοῦ ἀπέτυχε νὰ μεταπείσῃ τοὺς παλαιοὺς δανειστὰς ἐννοῆσε δὲ καὶ τὸ παιγνίδιον τὸ ὁποῖον παίζουν αἱ Μ. Δυνάμεις διαχωρίζομέναι ὅτι τὸ πᾶν ἐξαρτᾶται ἐκ τῶν ἐπιτρόπων τῶν Δυνάμεων, ἐπῆρε πρὸς τὴν ἀπόφασιν νὰ ἐργασθῇ ἀπ' εὐθείας ἐκ τῶν ὁδηγιῶν τὰς ὁποίας λαμβάνουν, ἐπειδὴ ὑπάρχουν καὶ ἄλλοι ὅτι ἤδη διεξήγετο συνεννοήσεις μετ' ἄλλων κεφαλαιούχων.: [953, 215, 1258, 326]
- almanac-title: ΗΜΕΡΟΛΟΓΙΟΝ: [114, 69, 226, 86]
- headline-line2: ΕΚ ΠΕΤΡΟΥΠΟΛΕΩΣ: [95, 1352, 245, 1369]
- article-paragraph: Τῶν ἑπομένων τῆς εἰς Πετρούπολιν ἀφίξεως τῶν Αὐτοκρατόρων τῆς Γερμανίας ἐγένετο ἡ στρατιωτικὴ ἐπιθεώρησις ἐν τῷ ἐν Πέτρωφ στρατοπέδῳ, εἶτα δὲ μετὰ τὸ τέλος τῆς ἐπιθεωρήσεως παρετέθη γεῦμα εἰς τιμὴν τοῦ Γερμανοῦ Αὐτοκράτορος.: [26, 1388, 314, 1471]
- divider: [84, 626, 257, 627]
- divider: [1333, 180, 1514, 181]
- subheadline: Ο ΣΥΜΒΙΒΑΣΜΟΣ: [1045, 1032, 1166, 1046]
- route-heading: Κάθοδος γραμμῆς Ἀμβρακικο - Κορινθιακοῦ: [1318, 743, 1529, 771]
- kicker: Ὁ Φερδινάνδος ζητεῖ τὴν μεσιτείαν τοῦ Καρόλου: [31, 1045, 309, 1073]
- article-paragraph: *. Οἱ Γερμανοὶ ναῦται ἀπέρχονται πανταχοῦ ὑποδοχὴν ἐγκαρδιωτάτην. Τὴν παρελθοῦσαν Κυριακὴν εὐωχήθησαν εἰς τὰς δημοσίους κήπους. Οἱ ἀνώτεροι ὑπάλληλοι τοῦ ναυτικοῦ προσήνεγκαν δεῖπνον πρὸς τιμὴν τῶν Γερμανῶν ἀξιωματικῶν.: [327, 167, 624, 236]
- subheadline: ΑΙ ΕΝΕΡΓΕΙΑΙ ΤΗΣ ΚΥΒΕΡΝΗΣΕΩΣ: [985, 403, 1226, 417]
- column-4: [946, 52, 1264, 2229]
- article-paragraph: Φαίνεται ὅτι αἱ προσπάθειαι τοῦ κ. Συγγροῦ ὅπως μάλλον τοὺς παλαιοὺς δανειστὰς ἐνωθῶσιν κατὰ πρῶτον δὲν ἔχουν ἀκόμη τὴν ἀπόφασιν τῶν παρεμβαινόντων κυβερνήσεων. Διότι αἱ ὁμολογίαι μεθ' ὧν ἦλθεν εἰς συνεννοήσεις τὸν παρεμβαίνοντα ὑπέρ τῶν κυβερνήσεων, τὰς ὁποίας αἱ κυβερνήσεις ἔχουν τὰς αὐτὰς ἀπόψεις ὡς ὁ πρόεδρος.: [953, 114, 1258, 211]
- kicker: Τὸ ψήφισμα: [127, 391, 213, 405]
- subheadline: ΟΙ ΟΡΟΙ ΤΗΣ ΕΙΡΗΝΗΣ: [1026, 664, 1185, 678]
- subheadline: Ο ΕΛΕΓΧΟΣ ΚΑΙ Η ΚΥΒΕΡΝΗΣΙΣ: [678, 1319, 899, 1333]
- masthead-title: ΕΜΠΡΟΣ: [657, 24, 747, 42]
- headline-large-line2: Η ΘΕΣΙΣ ΤΟΥ ΖΗΤΗΜΑΤΟΣ: [685, 726, 892, 793]
- article-paragraph: Τὸ ὑπουργεῖον ἔχει ἀνάγκην ποσοῦ 250 χιλ. χρυσῶν φράγκων ἅτινα λαμβάνει ἐπειγόντως ἐκ τῆς Ἐθνικῆς Τραπέζης διὰ τὰς ἀνάγκας τοῦ στρατοῦ. Τὸ παράδειγμα τοῦ Βασιλέως, προσέδεσε ὁ κόμης Ὑπουργὸς, ὑπάρχει εἶνε ἐκ μεγάλης ὠφελείας εἰς τὸ ζήτημα τοῦ δανείου κατὰ τὴν ἐκκαθάρισιν τῶν ζητημάτων τῆς Θεσσαλίας, ἀπὸ τοῦ Ἀλμυροῦ ἕως ὅτου ἐπανέλθωσιν εἰς τὰς θέσεις των.: [953, 549, 1258, 660]
- kicker: Τί παραδείγμα ν' ἀκολουθήσωμεν. — Νὰ μὴ δανεισθῶμεν πολιτισμόν: [336, 977, 615, 1005]
- article-paragraph: ματίζομεν τὴν πεποίθησιν ὅτι ὑπάρχουν καὶ οἱ φρονοῦντες ὅτι ὁ ἔλεγχος εἶνε τὸ μικρότερον κακὸν καὶ δὲν νὰ γείνῃ ἀποδεκτός.: [953, 52, 1258, 93]
- masthead-date: 4 Αὐγούστου 1897: [753, 24, 943, 42]
- kicker: Τὸ ποίημα τοῦ Ἐσσάρ: [400, 1535, 551, 1549]
- article-paragraph: Καὶ ἐξεδιώχθησαν μὲν τὰ στίφη ταῦτα τῶν Ἀρμενίων ἐκ τοῦ τουρκικοῦ ἐδάφους, ἀλλ' ὑπάρχει φόβος ὅτι μένοντες ἀτιμώρητοι οἱ Ἀρμένιοι ἐν Περσίᾳ θὰ ἐπαναλάβουν τὰς ἐπιδρομάς των. Διὰ τοῦτο ἡ Πύλη ἐζήτησε παρὰ τῆς περσικῆς κυβερνήσεως νὰ λάβῃ τὰ κατάλληλα μέτρα πρὸς πρόληψιν νέων ἐπιδρομῶν.: [26, 231, 314, 342]
- divider: [699, 438, 878, 439]
- almanac-moon: Σελήνη 18 ἡμερῶν: [120, 88, 220, 100]
- masthead: [20, 8, 1580, 48]
- article-paragraph: — Ἀφίκετο ἐξ Ἰταλίας ὁ λογαχὸς τοῦ πυροβολικοῦ κ. Ἄλβερτος Μερινδος, συμπαιστὴς τοῦ στρατηγοῦ Γαριβάλδη, γεννηθεὶς ἐν τῷ πολεμικῷ τῆς Ἀθηναίου, καὶ ὑπηρετήσας μεγίστας καὶ πολλὰς τιμὰς ὑπὲρ τοῦ ἑλληνικοῦ μας ἀγῶνος. Τὸν συμπαθῆ Ἰταλὸν λίαν εὐγενῶς ἐπαινέσουν οἱ πολλοὶ αὐτοῦ φίλοι, οὓς κατὰ τὴν ἐπίσκεψίν του ἔσχε ὁ ἱπποτικὸς τοῦ χαρακτήρ.: [1273, 430, 1574, 520]
- serial-title: ΤΟ ΔΙΗΓΗΜΑ ΤΟΥ «ΕΜΠΡΟΣ» (2): [1308, 1215, 1539, 1229]
- headline: ΝΕΟΣ ΕΠΙΤΕΤΡΑΜΜΕΝΟΣ: [77, 807, 263, 824]
- subheadline: Η ΧΘΕΣΙΝΗ ΣΥΝΕΛΕΥΣΙΣ: [84, 374, 256, 388]
- divider: [386, 492, 564, 493]
- article-paragraph: Ἐκτὸς δὲν εἶνε δυνατὸν οἱ ὅροι νὰ εἶνε ἄλλοι ἢ ὅσοι λέγονται εἰς τὴν ἐφημερίδα, διότι ἐπὶ αὐτῶν συζητοῦσι ἤδη ἐξακολουθοῦσιν καὶ αἱ κυβερνήσεις τῶν Δυνάμεων καὶ οἱ πρέσβεις ἐν Κων/πόλει.: [953, 768, 1258, 823]
- column-3: [632, 52, 944, 2229]
- headline: Η ΕΛΛΑΣ: [432, 692, 519, 714]
- signature: Ἡ Διεύθυνσις: [1500, 1109, 1574, 1121]
- article-paragraph: Τὸ ζήτημα ὑπὸ τὸ ὁποῖον ἐπίκειται χυρίως νὰ ἀπασχολήσῃ τοὺς κυρίους πρεσβευτὰς κατὰ τὴν συνεδρίασιν τοῦ Σαββάτου ἦτο τὸ τῆς πολεμικῆς ἀποζημιώσεως τῶν 4 ἑκατομμυρίων λιρῶν.: [953, 844, 1258, 899]
- article-paragraph: *. Ἐθελούσιοι ἐκ τοῦ ναυτικοῦ φορτηγοῦ «Ἄρης» παρέλαβον τὸ Πέραν Γεωργιάδη κατὰ πρωτοθέτησην τοῦ συνεταιρισμοῦ αὐτοῦ χθὲς.: [639, 514, 938, 555]
- divider: [386, 918, 564, 919]
- article-paragraph: *. Ὁ ἀρχιγραμματεὺς τῆς γερμανικῆς αὐτοκρατορίας πρίγκηψ Χοχενλόε ἀπῆλθε σιδηροδρομικῶς κατ' εὐθεῖαν ἐκ Πετρουπόλεως εἰς Βερολῖνον.: [327, 386, 624, 441]
- article-paragraph: τὸν θαυμασμὸν τῆς κτηνώδους βίας εἰς τοὺς Γερμανούς, καὶ αὐτὸς τάσσεται μετ' ἐκείνων, οἵτινες ἡττήθησαν ἐν Φαρσάλοις.: [639, 52, 938, 93]
- kicker: Τὰ πρὸ τῆς ἀναχωρήσεως: [81, 1371, 259, 1385]
- article-paragraph: Κατὰ τὰς βυζαντινὰς ἐφημερίδας, τὴν 20ὴν τοῦ μηνὸς τούτου θὰ τελεσθῶσι ἐν τῇ Θεσσαλίᾳ γυμνάσια τοῦ τουρκικοῦ στρατοῦ εἰς τὴν πεδιάδα τῶν Φαρσάλων. Τῶν γυμνασίων τούτων θὰ μετάσχωσι τὰ στρατεύματα πασῶν τῶν ἐν Θεσσαλίᾳ μεραρχιῶν στρατοῦ, θὰ ἔχῃ δὲ τὴν γενικὴν πρόσταγμα ὁ στρατάρχης Ἐτὲμ πασσᾶς.: [26, 697, 314, 794]
- article-paragraph: *. Μετὰ τὸ γεῦμα παρεστάθη ἐν τῷ θεατριδίῳ τῆς νήσου Ὄλγας μετὰ λαμπρᾶς ἐπιτυχίας τὸ μιμόδραμα «Ἡ Περιοδικὴ ζωή».: [26, 1506, 314, 1547]
- article-paragraph: Ὁ κ. Σκουλούδης ἐξέφρασε τὴν γνώμην ὅτι ἡ Βουλὴ εἰς ἣν θὰ ἀνακοινωθῇ τὸ ἀποτέλεσμα τῶν ἐργασιῶν τῶν Πρέσβεων ἐν Κωνσταντινουπόλει πρέπει νὰ εὑρεθῇ ἐνώπιον διλήμματος ἢ νὰ ἀποδεχθῇ τὴν εἰρήνην ὑπὸ τοὺς ὅρους τοὺς ὁποίους θὰ ὁρίσουν αἱ Δυνάμεις, ἢ νὰ ἀπορρίψῃ καὶ νὰ ἐξακολουθήσῃ ὁ πόλεμος. Τὰ θέματα ταῦτα ἔχουσιν μέγα σημασίαν.: [639, 1058, 938, 1169]
- article-paragraph: Ἐνθαρρυντικαὶ λίαν εἶνε ὄντως αἱ συμβουλαὶ ἃς ἀπευθύνουσι πρὸς ἡμᾶς τὰ «Νέα» τῆς Πετρουπόλεως. Ἡ ῥωσσικὴ ἐφημερὶς λέγει ὅτι ἡ ταπείνωσις ἣν ἐκρεάζομεν ὅτι θὰ μᾶς ὠφελήσῃ ἂν παραδειγματισθῶμεν ἐκ τῶν ἀτυχημάτων μας καὶ ἐργασθῶμεν εἰς πρόοδον καὶ πολιτισμόν.: [327, 1008, 624, 1091]
- article-paragraph: Καὶ τὰς νέας ταύτας προσπαθείας θεωρεῖ ὁ κ. Σκουλούδης ὡς προωρισμένας νὰ ναυαγήσουν διότι οὐδεὶς θ' ἀναλάβῃ τὴν συνομολόγησιν δανείου χωρὶς νὰ δύναται νὰ ἐκδόσῃ τοῦτο εἰς Δημοσίαν ἐγγραφήν.: [953, 330, 1258, 399]
- article-paragraph: Κατὰ τηλεγράφημα «Χρόνων», ὁ αὐτόθι πρέσβυς τῆς Ἑλλάδος ἐπέδωκε τὰ διαβήματα παρὰ τῇ γαλλικῇ κυβερνήσει, ἐν σχέσει πρὸς τὸ ζήτημα τῆς πολεμικῆς ἀποζημιώσεως, ἀλλ' ἐδηλώθη αὐτῷ, ὅτι οὐδὲν ἄλλο δύναται ἐν τῷ ζητήματι τούτῳ ἡ γαλλικὴ κυβέρνησις παρὰ νὰ προβῇ εἰς ἀνακοινώσεις πρὸς τὰς ἄλλας Δυνάμεις.: [327, 770, 624, 867]
- divider: [386, 1504, 564, 1505]
- column-2: [320, 52, 630, 2229]
- route-entry: Πληροφορίαι παρὰ τοῖς πράκτορσι ἐν τῷ Πειραιεῖ Πρακτορείον, πλατεῖα Καραϊσκάκη, Ὁδὸς Ἄγλου· καὶ ἐν Ἀθήναις καταστήματι Σταδίου ἁδὸς Ἀθηνῶν.: [1273, 959, 1574, 997]
- divider: [386, 1313, 564, 1314]
- article-paragraph: Διετάχθη ἡ μεταφορὰ 100 ἐπιταγῶν ἐκ τοῦ Ναυσταθμοῦ Μήλου εἰς τὸ τῆς Χαλκίδος χάριν καλλιτέρας νοσηλείας.: [639, 469, 938, 510]
- advert-line: ΔΡΟΜΟΛΟΓΙΟΝ ΑΤΜΟΠΛΟΙΟΥ: [1318, 582, 1529, 596]
- headline: Η ΣΥΝΘΗΚΗ ΤΗΣ ΕΙΡΗΝΗΣ: [1295, 187, 1552, 209]
